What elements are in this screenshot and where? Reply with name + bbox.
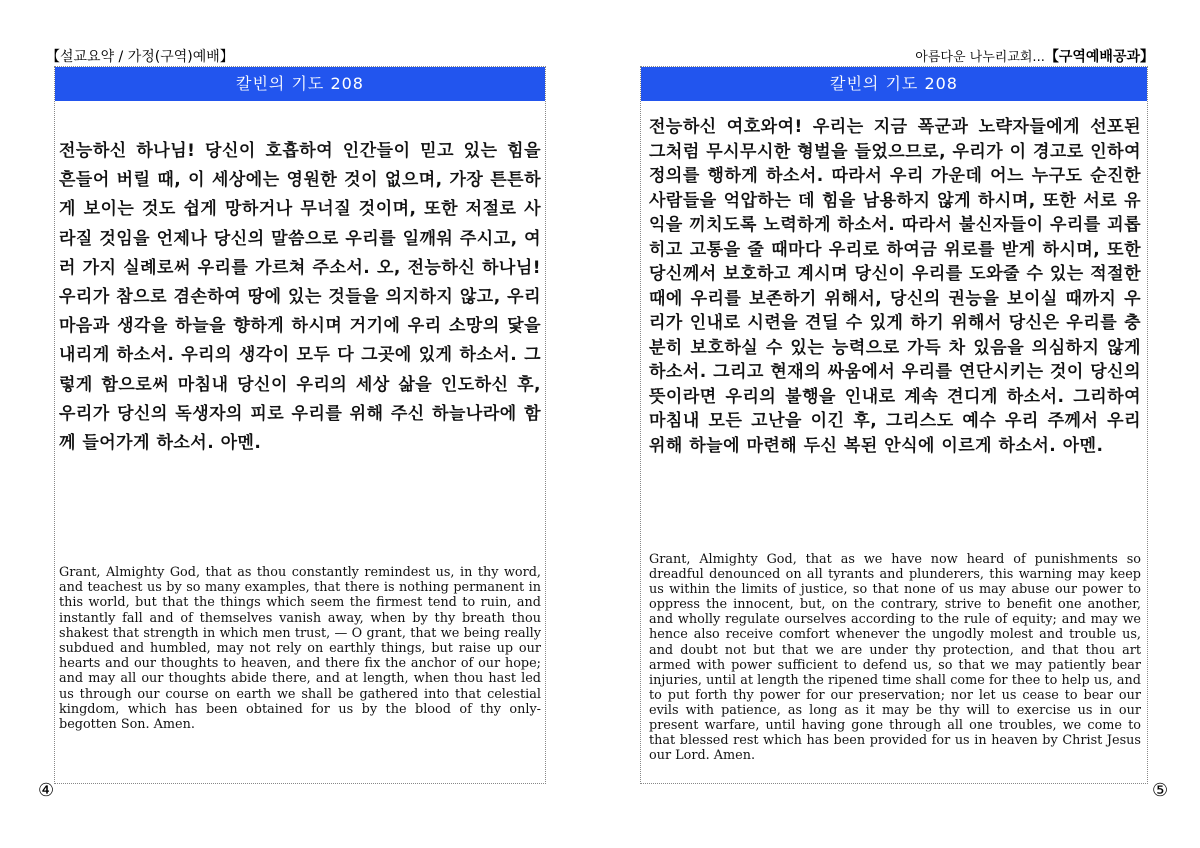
lesson-label: 【구역예배공과】 — [1044, 49, 1154, 65]
left-page-header: 【설교요약 / 가정(구역)예배】 — [46, 49, 234, 65]
left-korean-prayer: 전능하신 하나님! 당신이 호흡하여 인간들이 믿고 있는 힘을 흔들어 버릴 때, 이 세상에는 영원한 것이 없으며, 가장 튼튼하게 보이는 것도 쉽게 망하거나 무너질 것이며, 또한 저절로 사라질 것임을 언제나 당신의 말씀으로 우리를 일깨워 주시고, 여러 가지 실례로써 우리를 가르쳐 주소서. 오, 전능하신 하나님! 우리가 참으로 겸손하여 땅에 있는 것들을 의지하지 않고, 우리 마음과 생각을 하늘을 향하게 하시며 거기에 우리 소망의 닻을 내리게 하소서. 우리의 생각이 모두 다 그곳에 있게 하소서. 그렇게 함으로써 마침내 당신이 우리의 세상 삶을 인도하신 후, 우리가 당신의 독생자의 피로 우리를 위해 주신 하늘나라에 함께 들어가게 하소서. 아멘. — [59, 141, 541, 454]
left-english-prayer: Grant, Almighty God, that as thou constantly remindest us, in thy word, and teachest us by so many examples, that there is nothing permanent in this world, but that the things which seem the firmest tend to ruin, and instantly fall and of themselves vanish away, when by thy breath thou shakest that strength in which men trust, — O grant, that we being really subdued and humbled, may not rely on earthly things, but raise up our hearts and our thoughts to heaven, and there fix the anchor of our hope; and may all our thoughts abide there, and at length, when thou hast led us through our course on earth we shall be gathered into that celestial kingdom, which has been obtained for us by the blood of thy only-begotten Son. Amen. — [59, 565, 541, 733]
right-page-title: 칼빈의 기도 208 — [641, 67, 1147, 101]
left-page-title: 칼빈의 기도 208 — [55, 67, 545, 101]
right-korean-prayer: 전능하신 여호와여! 우리는 지금 폭군과 노략자들에게 선포된 그처럼 무시무시한 형벌을 들었으므로, 우리가 이 경고로 인하여 정의를 행하게 하소서. 따라서 우리 가운데 어느 누구도 순진한 사람들을 억압하는 데 힘을 남용하지 않게 하시며, 또한 서로 유익을 끼치도록 노력하게 하소서. 따라서 불신자들이 우리를 괴롭히고 고통을 줄 때마다 우리로 하여금 위로를 받게 하시며, 또한 당신께서 보호하고 계시며 당신이 우리를 도와줄 수 있는 적절한 때에 우리를 보존하기 위해서, 당신의 권능을 보이실 때까지 우리가 인내로 시련을 견딜 수 있게 하기 위해서 당신은 우리를 충분히 보호하실 수 있는 능력으로 가득 차 있음을 의심하지 않게 하소서. 그리고 현재의 싸움에서 우리를 연단시키는 것이 당신의 뜻이라면 우리의 불행을 인내로 계속 견디게 하소서. 그리하여 마침내 모든 고난을 이긴 후, 그리스도 예수 우리 주께서 우리 위해 하늘에 마련해 두신 복된 안식에 이르게 하소서. 아멘. — [649, 117, 1141, 456]
right-page-header — [915, 46, 1154, 66]
right-page-number: ⑤ — [1152, 780, 1169, 801]
right-page — [640, 66, 1148, 784]
left-page-number: ④ — [38, 780, 55, 801]
left-page — [54, 66, 546, 784]
church-name: 아름다운 나누리교회... — [915, 50, 1045, 65]
right-english-prayer: Grant, Almighty God, that as we have now heard of punishments so dreadful denounced on all tyrants and plunderers, this warning may keep us within the limits of justice, so that none of us may abuse our power to oppress the innocent, but, on the contrary, strive to benefit one another, and wholly regulate ourselves according to the rule of equity; and may we hence also receive comfort whenever the ungodly molest and trouble us, and doubt not but that we are under thy protection, and that thou art armed with power sufficient to defend us, so that we may patiently bear injuries, until at length the ripened time shall come for thee to help us, and to put forth thy power for our preservation; nor let us cease to bear our evils with patience, as long as it may be thy will to exercise us in our present warfare, until having gone through all one troubles, we come to that blessed rest which has been provided for us in heaven by Christ Jesus our Lord. Amen. — [649, 552, 1141, 764]
